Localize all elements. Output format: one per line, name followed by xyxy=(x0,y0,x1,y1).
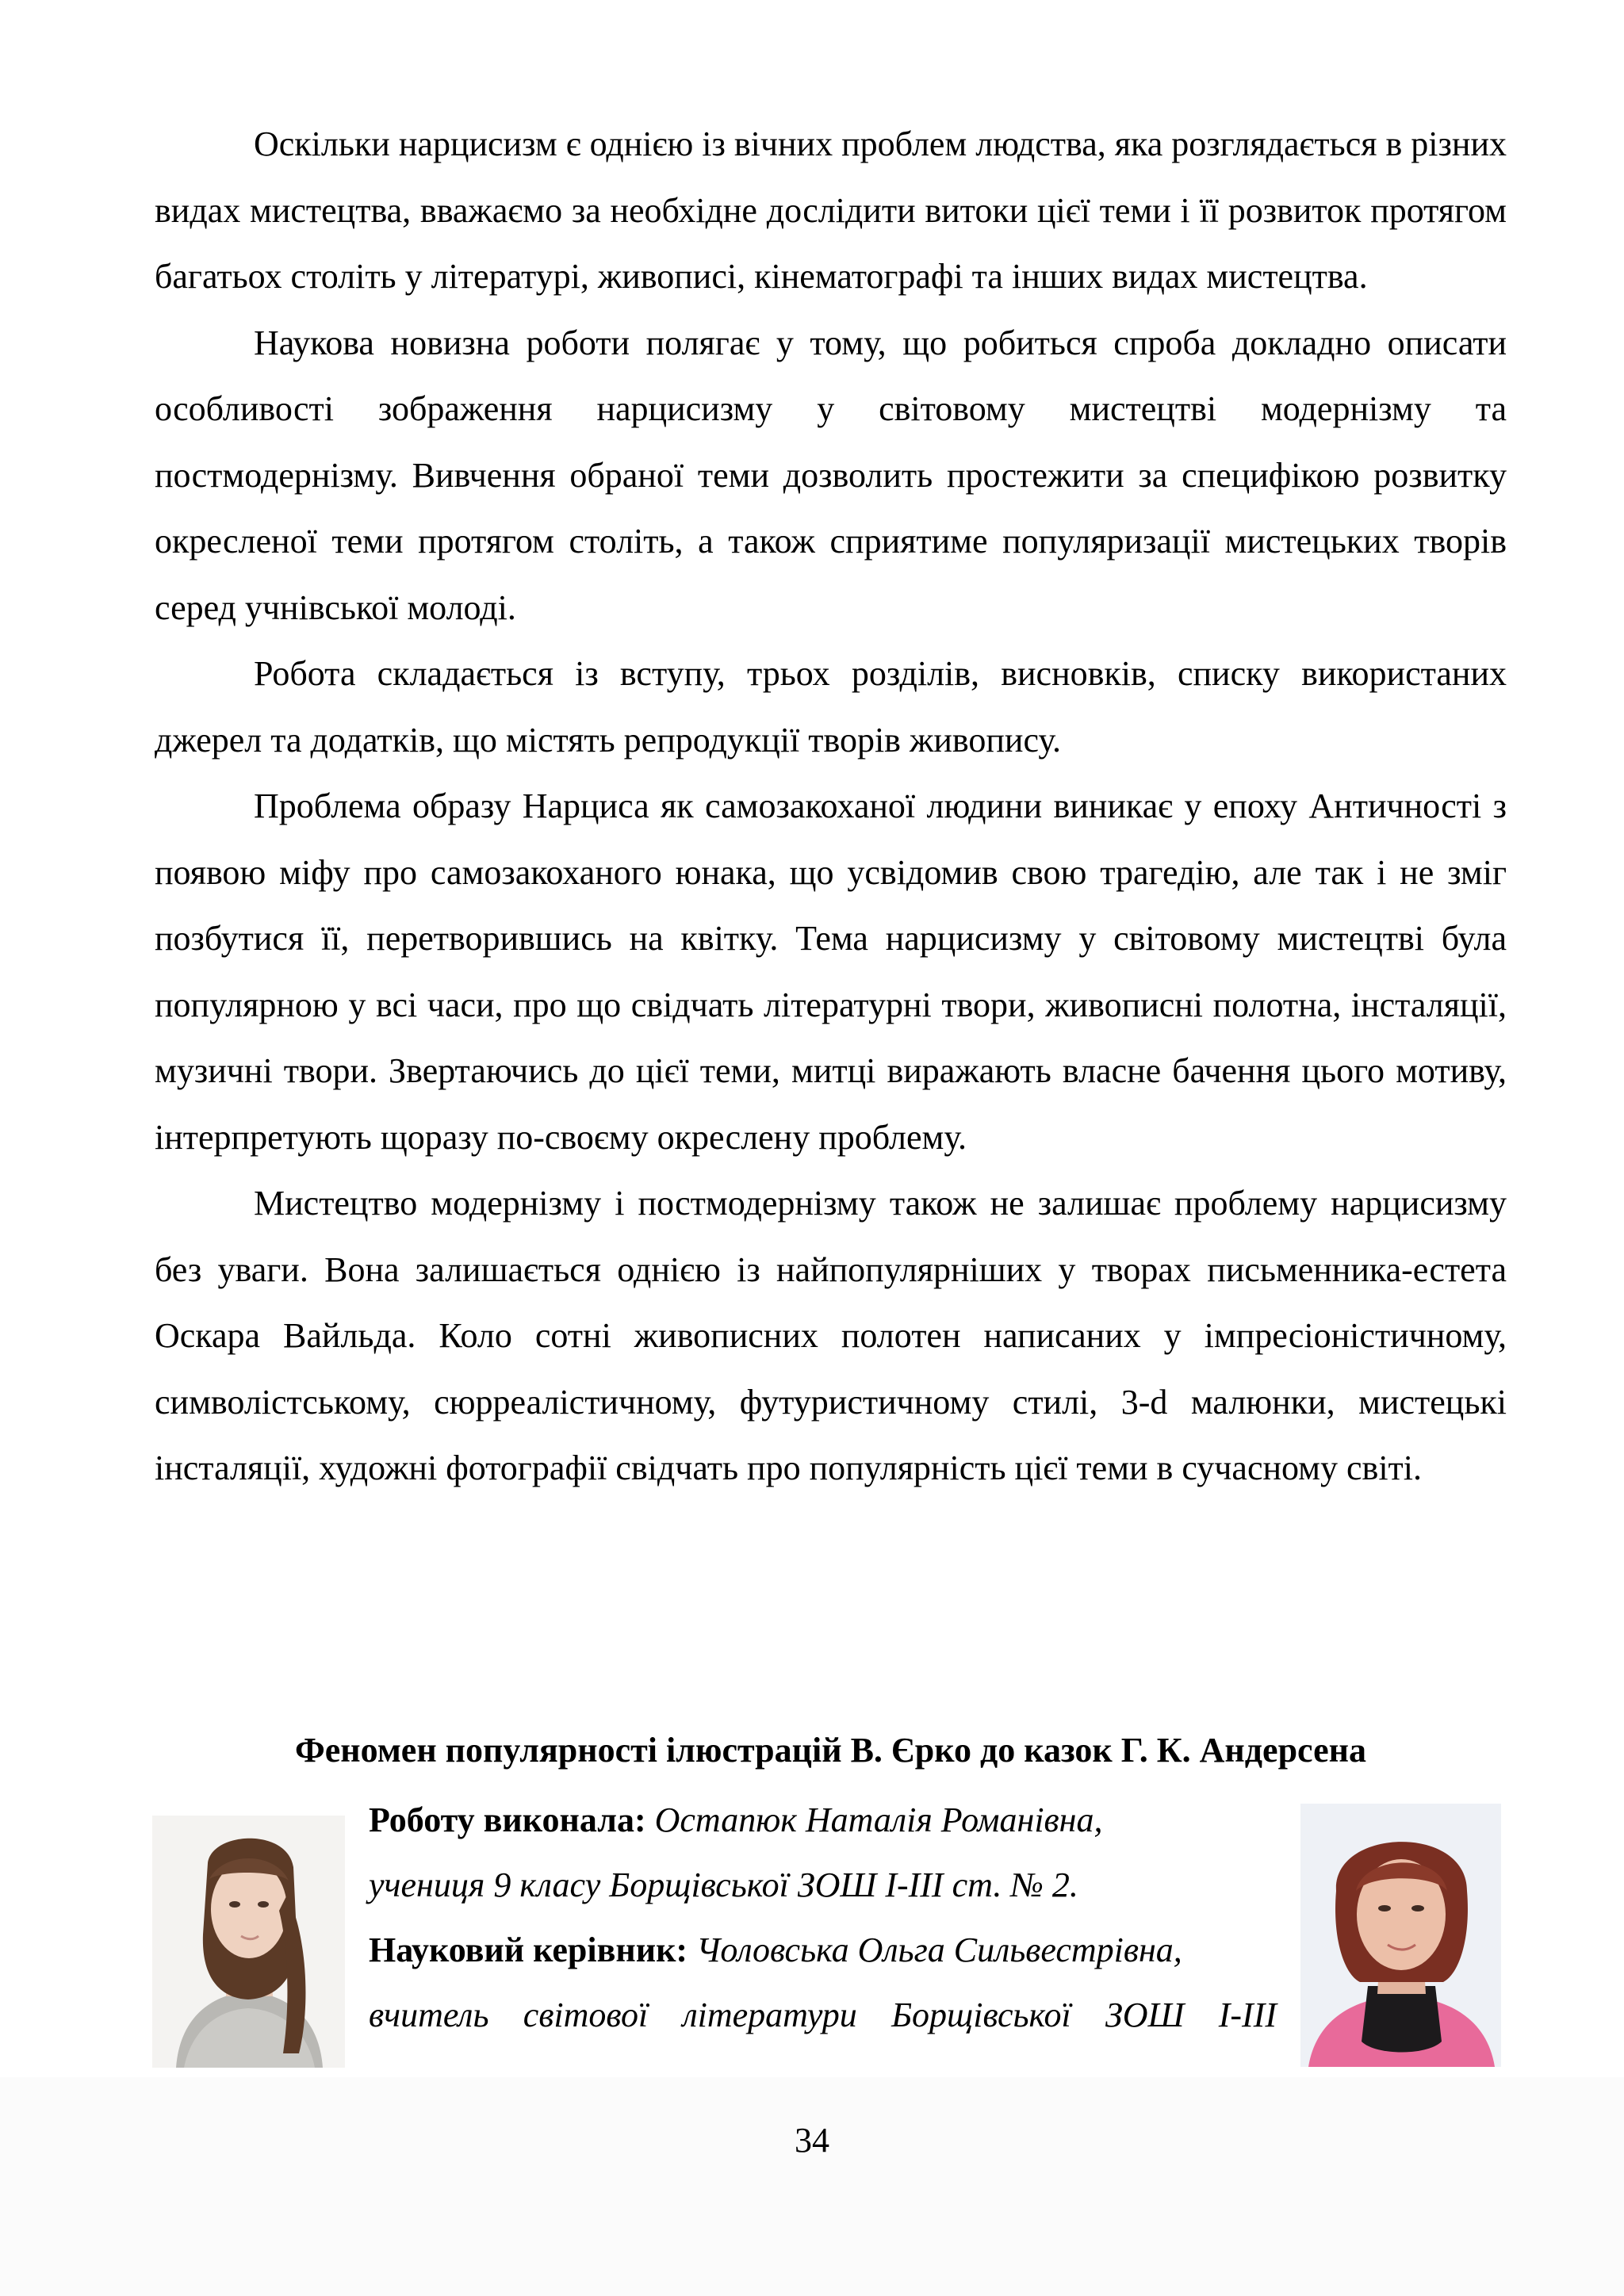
section-title: Феномен популярності ілюстрацій В. Єрко до казок Г. К. Андерсена xyxy=(294,1731,1366,1770)
paragraph: Робота складається із вступу, трьох розділів, висновків, списку використаних джерел та додатків, що містять репродукції творів живопису. xyxy=(155,654,1507,760)
author-detail-line xyxy=(369,1853,1277,1918)
paragraph: Проблема образу Нарциса як самозакоханої людини виникає у епоху Античності з появою міфу про самозакоханого юнака, що усвідомив свою трагедію, але так і не зміг позбутися її, перетворившись на квітку. Тема нарцисизму у світовому мистецтві була популярною у всі часи, про що свідчать літературні твори, живописні полотна, інсталяції, музичні твори. Звертаючись до цієї теми, митці виражають власне бачення цього мотиву, інтерпретують щоразу по-своєму окреслену проблему. xyxy=(155,786,1507,1157)
supervisor-line xyxy=(369,1918,1277,1983)
supervisor-name: Чоловська Ольга Сильвестрівна, xyxy=(696,1931,1182,1969)
supervisor-detail-line xyxy=(369,1983,1277,2048)
supervisor-detail: вчитель світової літератури Борщівської ЗОШ І-ІІІ xyxy=(369,1996,1277,2034)
paragraph: Наукова новизна роботи полягає у тому, що робиться спроба докладно описати особливості зображення нарцисизму у світовому мистецтві модернізму та постмодернізму. Вивчення обраної теми дозволить простежити за специфікою розвитку окресленої теми протягом століть, а також сприятиме популяризації мистецьких творів серед учнівської молоді. xyxy=(155,323,1507,627)
supervisor-photo-image xyxy=(1300,1804,1501,2067)
page-number: 34 xyxy=(795,2121,829,2160)
author-name: Остапюк Наталія Романівна, xyxy=(654,1800,1103,1839)
body-text xyxy=(155,111,1507,1502)
paragraph: Мистецтво модернізму і постмодернізму також не залишає проблему нарцисизму без уваги. Вона залишається однією із найпопулярніших у творах письменника-естета Оскара Вайльда. Коло сотні живописних полотен написаних у імпресіоністичному, символістському, сюрреалістичному, футуристичному стилі, 3-d малюнки, мистецькі інсталяції, художні фотографії свідчать про популярність цієї теми в сучасному світі. xyxy=(155,1184,1507,1487)
author-line xyxy=(369,1788,1277,1853)
supervisor-photo xyxy=(1300,1804,1501,2067)
supervisor-label: Науковий керівник: xyxy=(369,1931,688,1969)
author-photo xyxy=(152,1816,345,2068)
paragraph: Оскільки нарцисизм є однією із вічних проблем людства, яка розглядається в різних видах мистецтва, вважаємо за необхідне дослідити витоки цієї теми і її розвиток протягом багатьох століть у літературі, живописі, кінематографі та інших видах мистецтва. xyxy=(155,124,1507,296)
page-footer-area xyxy=(0,2077,1624,2296)
author-label: Роботу виконала: xyxy=(369,1800,646,1839)
author-photo-image xyxy=(152,1816,345,2068)
author-detail: учениця 9 класу Борщівської ЗОШ І-ІІІ ст. № 2. xyxy=(369,1866,1078,1904)
author-info xyxy=(369,1788,1277,2048)
